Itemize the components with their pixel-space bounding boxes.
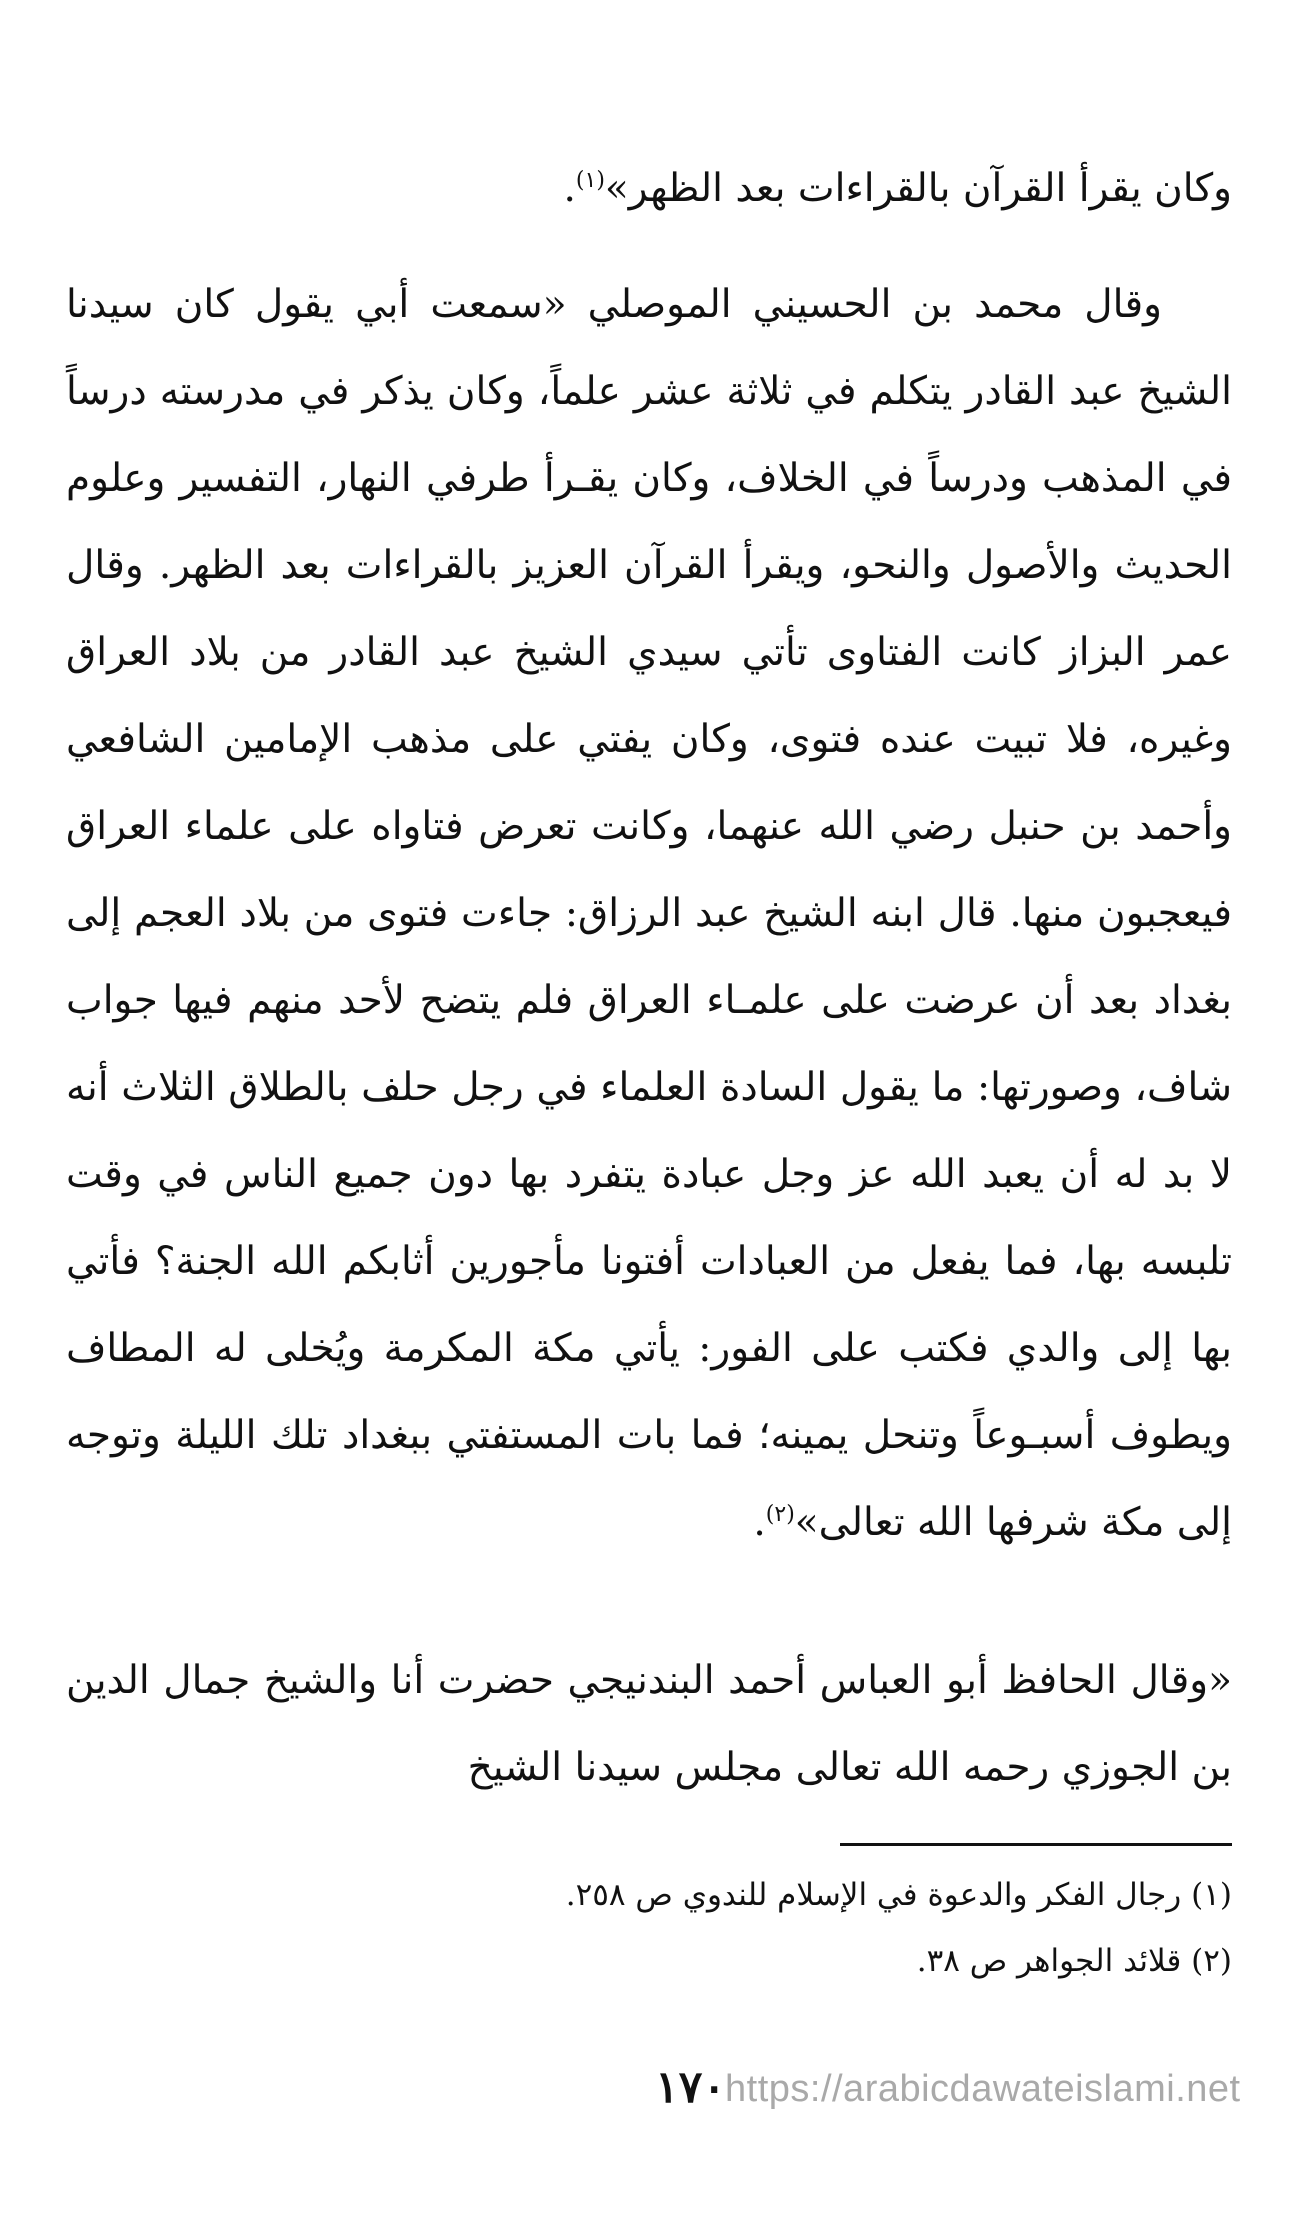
- paragraph-1-text: وكان يقرأ القرآن بالقراءات بعد الظهر»: [604, 166, 1232, 211]
- paragraph-2-text: وقال محمد بن الحسيني الموصلي «سمعت أبي يقول كان سيدنا الشيخ عبد القادر يتكلم في ثلاثة عشر علماً، وكان يذكر في مدرسته درساً في المذهب ودرساً في الخلاف، وكان يقـرأ طرفي النهار، التفسير وعلوم الحديث والأصول والنحو، ويقرأ القرآن العزيز بالقراءات بعد الظهر. وقال عمر البزاز كانت الفتاوى تأتي سيدي الشيخ عبد القادر من بلاد العراق وغيره، فلا تبيت عنده فتوى، وكان يفتي على مذهب الإمامين الشافعي وأحمد بن حنبل رضي الله عنهما، وكانت تعرض فتاواه على علماء العراق فيعجبون منها. قال ابنه الشيخ عبد الرزاق: جاءت فتوى من بلاد العجم إلى بغداد بعد أن عرضت على علمـاء العراق فلم يتضح لأحد منهم فيها جواب شاف، وصورتها: ما يقول السادة العلماء في رجل حلف بالطلاق الثلاث أنه لا بد له أن يعبد الله عز وجل عبادة يتفرد بها دون جميع الناس في وقت تلبسه بها، فما يفعل من العبادات أفتونا مأجورين أثابكم الله الجنة؟ فأتي بها إلى والدي فكتب على الفور: يأتي مكة المكرمة ويُخلى له المطاف ويطوف أسبـوعاً وتنحل يمينه؛ فما بات المستفتي ببغداد تلك الليلة وتوجه إلى مكة شرفها الله تعالى»: [66, 282, 1232, 1545]
- footnote-2: (٢) قلائد الجواهر ص ٣٨.: [916, 1943, 1232, 1979]
- paragraph-1-end: .: [563, 166, 576, 211]
- footnotes: [66, 1862, 1232, 1994]
- paragraph-1: [66, 145, 1232, 232]
- watermark-url[interactable]: https://arabicdawateislami.net: [725, 2068, 1241, 2110]
- paragraph-3-text: «وقال الحافظ أبو العباس أحمد البندنيجي حضرت أنا والشيخ جمال الدين بن الجوزي رحمه الله تعالى مجلس سيدنا الشيخ: [66, 1658, 1232, 1790]
- paragraph-2-end: .: [753, 1500, 766, 1545]
- footnote-ref-1: (١): [575, 168, 605, 193]
- footnote-divider: [840, 1843, 1232, 1846]
- footnote-1: (١) رجال الفكر والدعوة في الإسلام للندوي ص ٢٥٨.: [565, 1877, 1232, 1913]
- paragraph-2: [66, 261, 1232, 1566]
- page-number: ١٧٠: [655, 2062, 726, 2113]
- paragraph-3: [66, 1637, 1232, 1811]
- footnote-ref-2: (٢): [765, 1502, 795, 1527]
- page-footer: [0, 2062, 1298, 2122]
